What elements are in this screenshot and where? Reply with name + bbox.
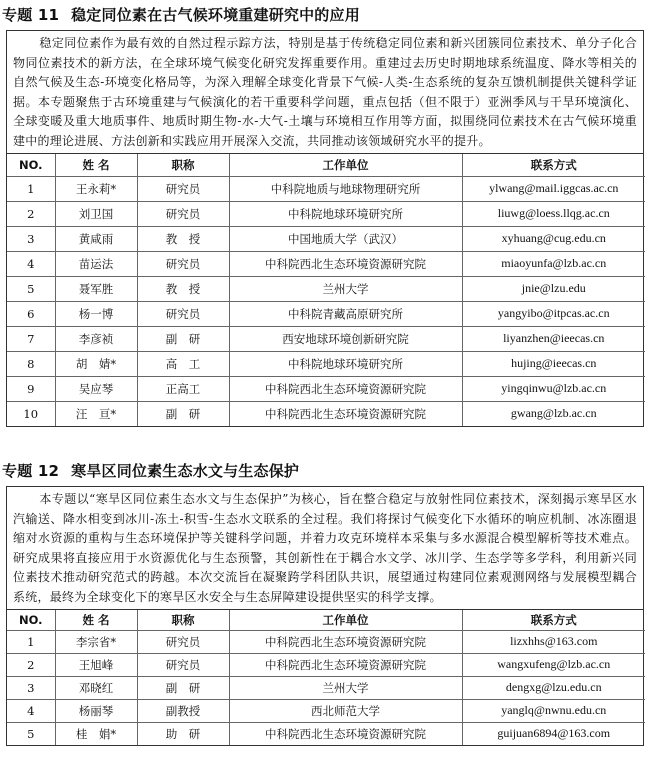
- table-row: [7, 226, 645, 251]
- member-email: liuwg@loess.llqg.ac.cn: [462, 201, 645, 226]
- member-email: hujing@ieecas.cn: [462, 351, 645, 376]
- member-name: 邓晓红: [55, 676, 137, 699]
- member-org: 中科院西北生态环境资源研究院: [229, 653, 462, 676]
- member-org: 西北师范大学: [229, 699, 462, 722]
- member-email: miaoyunfa@lzb.ac.cn: [462, 251, 645, 276]
- header-title: 职称: [137, 154, 229, 177]
- member-title: 副教授: [137, 699, 229, 722]
- member-title: 研究员: [137, 630, 229, 653]
- topic-11-box: [6, 30, 644, 427]
- member-name: 胡 婧*: [55, 351, 137, 376]
- row-number: 3: [7, 676, 55, 699]
- member-name: 吴应琴: [55, 376, 137, 401]
- row-number: 1: [7, 630, 55, 653]
- topic-11-title: 稳定同位素在古气候环境重建研究中的应用: [71, 6, 360, 24]
- row-number: 5: [7, 276, 55, 301]
- table-row: [7, 722, 645, 745]
- topic-12-number: 专题 12: [2, 462, 60, 480]
- member-email: wangxufeng@lzb.ac.cn: [462, 653, 645, 676]
- table-row: [7, 676, 645, 699]
- header-no: NO.: [7, 154, 55, 177]
- header-no: NO.: [7, 610, 55, 631]
- topic-12-member-table: [7, 610, 645, 745]
- row-number: 4: [7, 251, 55, 276]
- table-row: [7, 276, 645, 301]
- table-row: [7, 351, 645, 376]
- header-title: 职称: [137, 610, 229, 631]
- header-contact: 联系方式: [462, 610, 645, 631]
- row-number: 8: [7, 351, 55, 376]
- member-title: 研究员: [137, 301, 229, 326]
- row-number: 2: [7, 201, 55, 226]
- row-number: 6: [7, 301, 55, 326]
- member-email: xyhuang@cug.edu.cn: [462, 226, 645, 251]
- member-name: 杨一博: [55, 301, 137, 326]
- table-row: [7, 201, 645, 226]
- member-org: 中科院西北生态环境资源研究院: [229, 376, 462, 401]
- header-name: 姓 名: [55, 154, 137, 177]
- member-title: 副 研: [137, 326, 229, 351]
- member-title: 教 授: [137, 276, 229, 301]
- member-title: 高 工: [137, 351, 229, 376]
- table-row: [7, 376, 645, 401]
- member-email: yingqinwu@lzb.ac.cn: [462, 376, 645, 401]
- member-email: gwang@lzb.ac.cn: [462, 401, 645, 426]
- member-email: guijuan6894@163.com: [462, 722, 645, 745]
- topic-11-member-table: [7, 154, 645, 426]
- member-name: 苗运法: [55, 251, 137, 276]
- member-org: 中科院西北生态环境资源研究院: [229, 630, 462, 653]
- header-contact: 联系方式: [462, 154, 645, 177]
- topic-11-heading: [0, 0, 650, 30]
- table-row: [7, 301, 645, 326]
- member-org: 中国地质大学（武汉）: [229, 226, 462, 251]
- table-row: [7, 401, 645, 426]
- table-header-row: [7, 154, 645, 177]
- row-number: 9: [7, 376, 55, 401]
- member-name: 王旭峰: [55, 653, 137, 676]
- member-name: 刘卫国: [55, 201, 137, 226]
- table-row: [7, 251, 645, 276]
- member-org: 中科院西北生态环境资源研究院: [229, 251, 462, 276]
- header-org: 工作单位: [229, 154, 462, 177]
- row-number: 4: [7, 699, 55, 722]
- member-name: 杨丽琴: [55, 699, 137, 722]
- topic-11-number: 专题 11: [2, 6, 60, 24]
- table-row: [7, 326, 645, 351]
- header-org: 工作单位: [229, 610, 462, 631]
- table-row: [7, 699, 645, 722]
- topic-12-box: [6, 486, 644, 746]
- member-name: 李彦祯: [55, 326, 137, 351]
- topic-12-intro: 本专题以“寒旱区同位素生态水文与生态保护”为核心，旨在整合稳定与放射性同位素技术，深刻揭示寒旱区水汽输送、降水相变到冰川-冻土-积雪-生态水文联系的全过程。我们将探讨气候变化下水循环的响应机制、冰冻圈退缩对水资源的重构与生态环境保护等关键科学问题，并着力攻克环境样本采集与多水源混合模型解析等技术难点。研究成果将直接应用于水资源优化与生态预警，其创新性在于耦合水文学、冰川学、生态学等多学科，利用新兴同位素技术推动研究范式的跨越。本次交流旨在凝聚跨学科团队共识，展望通过构建同位素观测网络与发展模型耦合系统，最终为全球变化下的寒旱区水安全与生态屏障建设提供坚实的科学支撑。: [7, 487, 643, 610]
- member-title: 助 研: [137, 722, 229, 745]
- member-title: 副 研: [137, 676, 229, 699]
- member-email: ylwang@mail.iggcas.ac.cn: [462, 176, 645, 201]
- member-email: liyanzhen@ieecas.cn: [462, 326, 645, 351]
- member-title: 研究员: [137, 201, 229, 226]
- member-name: 李宗省*: [55, 630, 137, 653]
- member-title: 副 研: [137, 401, 229, 426]
- member-title: 教 授: [137, 226, 229, 251]
- member-org: 中科院西北生态环境资源研究院: [229, 722, 462, 745]
- topic-12-title: 寒旱区同位素生态水文与生态保护: [71, 462, 300, 480]
- member-org: 兰州大学: [229, 276, 462, 301]
- member-org: 中科院地球环境研究所: [229, 351, 462, 376]
- topic-12-section: [0, 456, 650, 746]
- member-name: 黄咸雨: [55, 226, 137, 251]
- member-org: 中科院青藏高原研究所: [229, 301, 462, 326]
- member-email: yangyibo@itpcas.ac.cn: [462, 301, 645, 326]
- row-number: 2: [7, 653, 55, 676]
- row-number: 7: [7, 326, 55, 351]
- member-org: 中科院地球环境研究所: [229, 201, 462, 226]
- header-name: 姓 名: [55, 610, 137, 631]
- table-header-row: [7, 610, 645, 631]
- member-name: 聂军胜: [55, 276, 137, 301]
- row-number: 1: [7, 176, 55, 201]
- topic-11-intro: 稳定同位素作为最有效的自然过程示踪方法，特别是基于传统稳定同位素和新兴团簇同位素技术、单分子化合物同位素技术的新方法，在全球环境气候变化研究发挥重要作用。重建过去历史时期地球系统温度、降水等相关的自然气候及生态-环境变化格局等，为深入理解全球变化背景下气候-人类-生态系统的复杂互馈机制提供关键科学证据。本专题聚焦于古环境重建与气候演化的若干重要科学问题，重点包括（但不限于）亚洲季风与干旱环境演化、全球变暖及重大地质事件、地质时期生物-水-大气-土壤与环境相互作用等方面，拟围绕同位素技术在古气候环境重建中的理论进展、方法创新和实践应用开展深入交流，共同推动该领域研究水平的提升。: [7, 31, 643, 154]
- member-title: 研究员: [137, 176, 229, 201]
- topic-12-heading: [0, 456, 650, 486]
- member-org: 中科院地质与地球物理研究所: [229, 176, 462, 201]
- member-org: 西安地球环境创新研究院: [229, 326, 462, 351]
- member-name: 汪 亘*: [55, 401, 137, 426]
- member-email: lizxhhs@163.com: [462, 630, 645, 653]
- member-email: jnie@lzu.edu: [462, 276, 645, 301]
- row-number: 3: [7, 226, 55, 251]
- member-email: dengxg@lzu.edu.cn: [462, 676, 645, 699]
- member-title: 研究员: [137, 653, 229, 676]
- row-number: 5: [7, 722, 55, 745]
- member-name: 桂 娟*: [55, 722, 137, 745]
- member-org: 兰州大学: [229, 676, 462, 699]
- member-title: 研究员: [137, 251, 229, 276]
- member-title: 正高工: [137, 376, 229, 401]
- member-org: 中科院西北生态环境资源研究院: [229, 401, 462, 426]
- table-row: [7, 630, 645, 653]
- row-number: 10: [7, 401, 55, 426]
- member-email: yanglq@nwnu.edu.cn: [462, 699, 645, 722]
- table-row: [7, 653, 645, 676]
- member-name: 王永莉*: [55, 176, 137, 201]
- table-row: [7, 176, 645, 201]
